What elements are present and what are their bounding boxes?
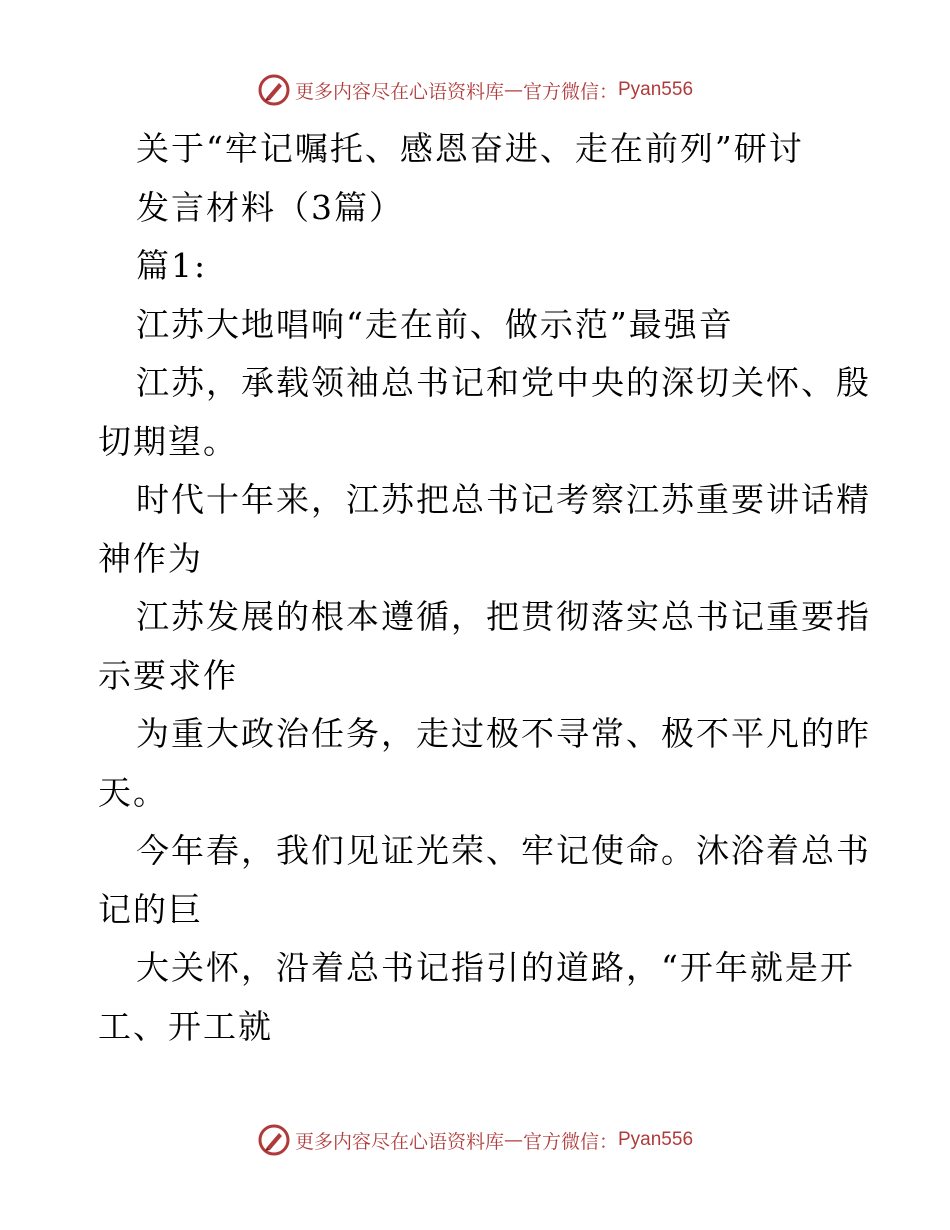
banner-text: 更多内容尽在心语资料库 <box>294 1130 504 1153</box>
paragraph-line: 神作为 <box>98 538 203 578</box>
header-banner <box>0 70 950 110</box>
banner-separator: — <box>503 79 523 101</box>
pen-logo-icon <box>257 1123 291 1157</box>
banner-wechat-id: Pyan556 <box>618 1129 694 1150</box>
doc-title-line-2: 发言材料（3篇） <box>136 187 404 227</box>
banner-wechat-label: 官方微信： <box>522 1130 618 1153</box>
paragraph-line: 工、开工就 <box>98 1006 273 1046</box>
paragraph-line: 时代十年来，江苏把总书记考察江苏重要讲话精 <box>136 480 871 519</box>
paragraph-line: 江苏发展的根本遵循，把贯彻落实总书记重要指 <box>136 597 871 636</box>
article-title: 江苏大地唱响“走在前、做示范”最强音 <box>136 304 734 344</box>
pen-logo-icon <box>257 73 291 107</box>
paragraph-line: 记的巨 <box>98 889 203 929</box>
document-body <box>98 120 871 1056</box>
paragraph-line: 为重大政治任务，走过极不寻常、极不平凡的昨 <box>136 714 871 753</box>
paragraph-line: 示要求作 <box>98 655 238 695</box>
banner-text: 更多内容尽在心语资料库 <box>294 80 504 103</box>
section-heading: 篇1: <box>136 246 208 285</box>
banner-separator: — <box>503 1129 523 1151</box>
footer-banner <box>0 1120 950 1160</box>
paragraph-line: 切期望。 <box>98 421 238 461</box>
doc-title-line-1: 关于“牢记嘱托、感恩奋进、走在前列”研讨 <box>136 129 804 168</box>
paragraph-line: 大关怀，沿着总书记指引的道路，“开年就是开 <box>136 948 855 987</box>
paragraph-line: 今年春，我们见证光荣、牢记使命。沐浴着总书 <box>136 831 871 870</box>
paragraph-line: 江苏，承载领袖总书记和党中央的深切关怀、殷 <box>136 363 871 402</box>
paragraph-line: 天。 <box>98 772 168 812</box>
banner-wechat-id: Pyan556 <box>618 79 694 100</box>
banner-wechat-label: 官方微信： <box>522 80 618 103</box>
